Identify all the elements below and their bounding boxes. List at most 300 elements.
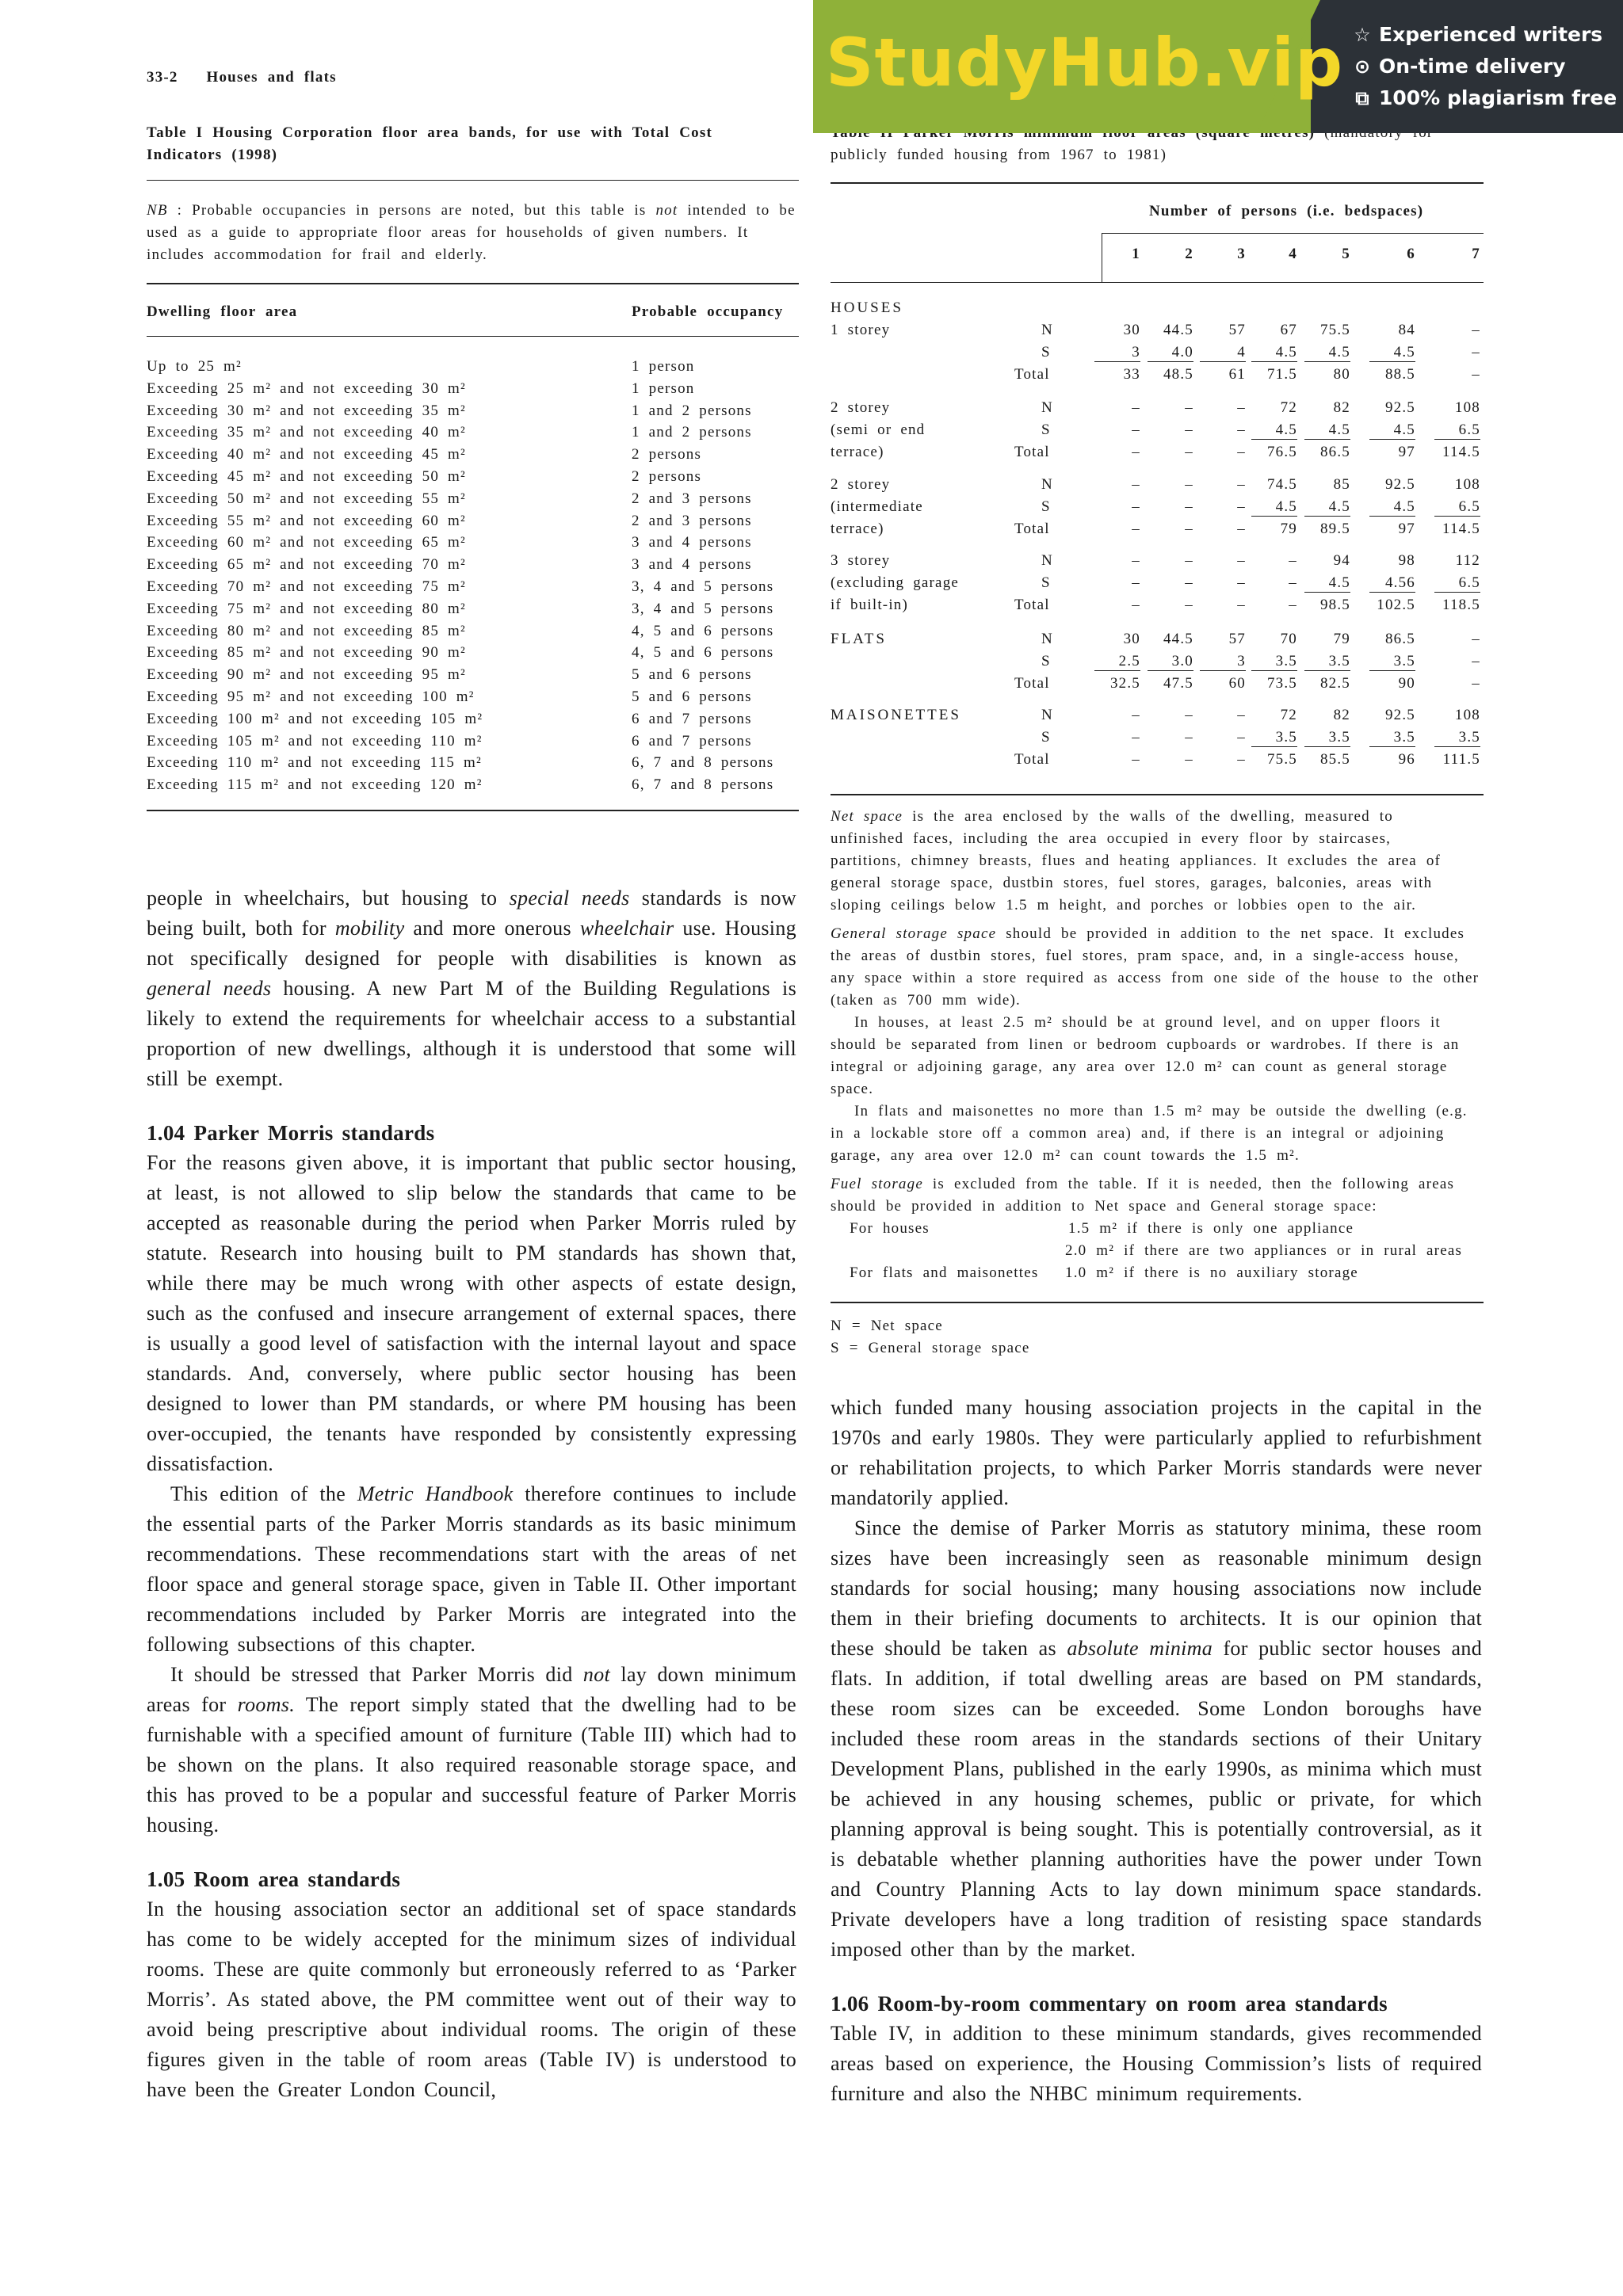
table2-value-cell: 44.5 — [1163, 322, 1193, 338]
table2-value-cell: – — [1237, 729, 1246, 746]
table2-group-label: FLATS — [831, 631, 887, 647]
table2-value-cell: 4.5 — [1251, 498, 1297, 517]
table2-value-cell: – — [1237, 399, 1246, 416]
table1-area-cell: Exceeding 80 m² and not exceeding 85 m² — [147, 622, 466, 639]
table1-area-cell: Up to 25 m² — [147, 358, 242, 375]
table1-area-cell: Exceeding 95 m² and not exceeding 100 m² — [147, 688, 475, 705]
table2-value-cell: – — [1132, 421, 1140, 438]
persons-col-header: 7 — [1472, 246, 1480, 262]
table2-value-cell: – — [1185, 476, 1193, 493]
table2-value-cell: 4.5 — [1251, 421, 1297, 440]
table2-value-cell: – — [1185, 552, 1193, 569]
table2-value-cell: 3 — [1200, 653, 1246, 671]
fuel-flats-v: 1.0 m² if there is no auxiliary storage — [1065, 1264, 1358, 1281]
table1-area-cell: Exceeding 90 m² and not exceeding 95 m² — [147, 666, 466, 684]
table2-value-cell: 76.5 — [1266, 444, 1297, 460]
table2-value-cell: 97 — [1398, 521, 1415, 537]
table2-value-cell: 73.5 — [1266, 675, 1297, 692]
table2-value-cell: 108 — [1454, 399, 1480, 416]
table2-value-cell: – — [1237, 498, 1246, 515]
net-space-term: Net space — [831, 808, 903, 825]
houses-line2: should be separated from linen or bedroom cupboards or wardrobes. If there is an — [831, 1036, 1460, 1053]
table2-top-rule — [831, 182, 1484, 184]
table2-value-cell: 85.5 — [1319, 751, 1350, 768]
table2-value-cell: 74.5 — [1266, 476, 1297, 493]
note-nb: NB — [147, 202, 168, 219]
table2-value-cell: 4.5 — [1369, 498, 1415, 517]
table2-row-kind: N — [1041, 322, 1053, 338]
right-paragraph-2: Since the demise of Parker Morris as statutory minima, these room sizes have been increasingly seen as reasonable minimum design standards for social housing; many housing associations now include them in their briefing documents to architects. It is our opinion that these should be taken as absolute minima for public sector houses and flats. In addition, if total dwelling areas are based on PM standards, these room sizes can be exceeded. Some London boroughs have included these room areas in the standards sections of their Unitary Development Plans, published in the early 1990s, as minima which must be achieved in any housing schemes, public or private, for which planning approval is being sought. This is potentially controversial, as it is debatable whether planning authorities have the power under Town and Country Planning Acts to lay down minimum space standards. Private developers have a long tradition of resisting space standards imposed other than by the market. — [831, 1516, 1483, 1961]
table2-group-label: 1 storey — [831, 322, 891, 338]
left-paragraph-4: It should be stressed that Parker Morris did not lay down minimum areas for rooms. The report simply stated that the dwelling had to be furnishable with a specified amount of furniture (Table III) which had to be shown on the plans. It also required reasonable storage space, and this has proved to be a popular and successful feature of Parker Morris housing. — [147, 1663, 796, 1836]
table1-area-cell: Exceeding 45 m² and not exceeding 50 m² — [147, 468, 466, 485]
table2-group-label: 3 storey — [831, 552, 891, 569]
table2-row-kind: Total — [1014, 597, 1050, 613]
table2-value-cell: – — [1472, 366, 1480, 383]
table2-row-kind: Total — [1014, 521, 1050, 537]
table2-value-cell: 33 — [1123, 366, 1140, 383]
table2-value-cell: 71.5 — [1266, 366, 1297, 383]
table1-row — [147, 688, 796, 710]
table1-occupancy-cell: 1 and 2 persons — [632, 424, 752, 441]
table2-col-group: Number of persons (i.e. bedspaces) — [1149, 203, 1424, 219]
table2-value-cell: 2.5 — [1094, 653, 1140, 671]
table2-value-cell: – — [1132, 729, 1140, 746]
table2-notes-rule — [831, 1302, 1484, 1303]
left-paragraph-5: In the housing association sector an additional set of space standards has come to be widely accepted for the minimum sizes of individual rooms. These are quite commonly but erroneously referred to as ‘Parker Morris’. As stated above, the PM committee went out of their way to avoid being prescriptive about individual rooms. The origin of these figures given in the table of room areas (Table IV) is understood to have been the Greater London Council, — [147, 1897, 796, 2101]
table2-group-label: HOUSES — [831, 299, 903, 316]
table2-value-cell: – — [1185, 444, 1193, 460]
table1-row — [147, 644, 796, 666]
table2-value-cell: 6.5 — [1434, 498, 1480, 517]
table1-row — [147, 513, 796, 534]
table1-row — [147, 601, 796, 622]
table2-value-cell: – — [1237, 552, 1246, 569]
general-storage-term: General storage space — [831, 925, 997, 942]
table2-value-cell: – — [1132, 751, 1140, 768]
table2-value-cell: 3.5 — [1369, 729, 1415, 747]
table1-title-line2: Indicators (1998) — [147, 147, 278, 163]
table2-value-cell: – — [1237, 751, 1246, 768]
table2-value-cell: 4.5 — [1304, 421, 1350, 440]
table1-row — [147, 468, 796, 490]
table2-value-cell: – — [1237, 444, 1246, 460]
table2-value-cell: – — [1237, 597, 1246, 613]
table1-occupancy-cell: 1 and 2 persons — [632, 402, 752, 419]
table2-value-cell: 4.5 — [1369, 344, 1415, 362]
table1-area-cell: Exceeding 105 m² and not exceeding 110 m² — [147, 732, 483, 749]
table2-value-cell: 30 — [1123, 322, 1140, 338]
gs-line1: should be provided in addition to the net space. It excludes — [1006, 925, 1465, 942]
table1-col-area: Dwelling floor area — [147, 303, 298, 320]
table2-value-cell: – — [1132, 399, 1140, 416]
table2-value-cell: – — [1472, 653, 1480, 669]
table1-occupancy-cell: 3 and 4 persons — [632, 534, 752, 551]
fuel-houses-label: For houses — [850, 1220, 930, 1237]
table2-value-cell: 98.5 — [1319, 597, 1350, 613]
table2-value-cell: – — [1472, 675, 1480, 692]
table2-value-cell: 92.5 — [1384, 399, 1415, 416]
table2-row-kind: Total — [1014, 751, 1050, 768]
table2-value-cell: – — [1289, 574, 1297, 591]
table2-value-cell: 82.5 — [1319, 675, 1350, 692]
table1-title — [147, 122, 804, 166]
table2-value-cell: 94 — [1333, 552, 1350, 569]
page-ref: 33-2 — [147, 69, 178, 86]
table1-row — [147, 380, 796, 402]
table1-occupancy-cell: 3, 4 and 5 persons — [632, 578, 774, 595]
table2-row-kind: N — [1041, 631, 1053, 647]
table2-value-cell: – — [1132, 597, 1140, 613]
table2-value-cell: – — [1237, 574, 1246, 591]
table2-value-cell: 92.5 — [1384, 707, 1415, 723]
table2-group-label: MAISONETTES — [831, 707, 961, 723]
table2-value-cell: 80 — [1333, 366, 1350, 383]
table2-value-cell: 79 — [1333, 631, 1350, 647]
table2-value-cell: 3.5 — [1304, 729, 1350, 747]
table2-value-cell: 3 — [1094, 344, 1140, 362]
table2-value-cell: 32.5 — [1109, 675, 1140, 692]
table2-value-cell: 4.5 — [1304, 498, 1350, 517]
table2-value-cell: 82 — [1333, 399, 1350, 416]
houses-line4: space. — [831, 1081, 874, 1097]
table1-row — [147, 666, 796, 688]
table2-group-label: (excluding garage — [831, 574, 960, 591]
table2-value-cell: 97 — [1398, 444, 1415, 460]
table2-header-rule — [831, 282, 1484, 283]
table2-value-cell: 4.5 — [1304, 574, 1350, 593]
table1-col-occupancy: Probable occupancy — [632, 303, 784, 320]
table2-value-cell: – — [1472, 631, 1480, 647]
table2-value-cell: 96 — [1398, 751, 1415, 768]
table2-row-kind: Total — [1014, 444, 1050, 460]
persons-col-header: 1 — [1132, 246, 1140, 262]
table1-row — [147, 534, 796, 555]
table2-group-label: 2 storey — [831, 476, 891, 493]
table2-value-cell: 75.5 — [1319, 322, 1350, 338]
gs-line4: (taken as 700 mm wide). — [831, 992, 1021, 1009]
table1-bottom-rule — [147, 810, 799, 811]
table2-value-cell: 44.5 — [1163, 631, 1193, 647]
table2-value-cell: – — [1185, 574, 1193, 591]
table2-value-cell: – — [1132, 574, 1140, 591]
table2-value-cell: 3.5 — [1304, 653, 1350, 671]
table2-value-cell: 85 — [1333, 476, 1350, 493]
fuel-houses-v2: 2.0 m² if there are two appliances or in rural areas — [1065, 1242, 1463, 1259]
table1-area-cell: Exceeding 65 m² and not exceeding 70 m² — [147, 556, 466, 574]
net-line3: partitions, chimney breasts, flues and heating appliances. It excludes the area of — [831, 852, 1442, 869]
table2-group-label: terrace) — [831, 444, 884, 460]
table1-row — [147, 578, 796, 600]
table2-value-cell: 4.5 — [1304, 344, 1350, 362]
fuel-line2: should be provided in addition to Net space and General storage space: — [831, 1198, 1377, 1215]
note-line1a: : Probable occupancies in persons are noted, but this table is — [177, 202, 647, 219]
table2-bottom-rule — [831, 794, 1484, 795]
table2-notes — [831, 806, 1488, 1284]
table2-value-cell: 111.5 — [1442, 751, 1480, 768]
table2-value-cell: – — [1289, 552, 1297, 569]
table2-value-cell: 114.5 — [1442, 444, 1480, 460]
table2-value-cell: 6.5 — [1434, 421, 1480, 440]
table1-sub-rule — [147, 336, 799, 337]
table1-area-cell: Exceeding 25 m² and not exceeding 30 m² — [147, 379, 466, 397]
fuel-flats-label: For flats and maisonettes — [850, 1264, 1039, 1281]
houses-line3: integral or adjoining garage, any area over 12.0 m² can count as general storage — [831, 1058, 1448, 1075]
table2-value-cell: 47.5 — [1163, 675, 1193, 692]
table1-note — [147, 200, 804, 266]
section-title: Houses and flats — [206, 69, 337, 86]
table2-value-cell: – — [1237, 521, 1246, 537]
table2-value-cell: – — [1132, 498, 1140, 515]
table2-group-label: terrace) — [831, 521, 884, 537]
page-header — [147, 67, 337, 89]
table2-value-cell: – — [1185, 707, 1193, 723]
right-column — [831, 1393, 1482, 2109]
table1-occupancy-cell: 5 and 6 persons — [632, 666, 752, 684]
table2-group-label: if built-in) — [831, 597, 909, 613]
table2-value-cell: 3.5 — [1434, 729, 1480, 747]
table1-occupancy-cell: 2 persons — [632, 446, 702, 463]
table1-area-cell: Exceeding 70 m² and not exceeding 75 m² — [147, 578, 466, 595]
table2-row-kind: S — [1041, 574, 1051, 591]
table2-group-rule — [1102, 233, 1484, 234]
persons-col-header: 4 — [1289, 246, 1297, 262]
table2-value-cell: – — [1185, 597, 1193, 613]
table2-value-cell: 4.5 — [1369, 421, 1415, 440]
note-line3: includes accommodation for frail and elderly. — [147, 246, 487, 263]
table2-value-cell: 72 — [1280, 399, 1297, 416]
table2-row-kind: S — [1041, 498, 1051, 515]
table2-value-cell: 61 — [1228, 366, 1246, 383]
table1-header-rule — [147, 283, 799, 284]
table2-row-kind: S — [1041, 653, 1051, 669]
table1-occupancy-cell: 2 and 3 persons — [632, 490, 752, 507]
table2-value-cell: 88.5 — [1384, 366, 1415, 383]
table2-group-label: 2 storey — [831, 399, 891, 416]
table1-row — [147, 490, 796, 512]
heading-1-06: 1.06 Room-by-room commentary on room area standards — [831, 1992, 1388, 2016]
table2-row-kind: N — [1041, 476, 1053, 493]
table1-occupancy-cell: 6, 7 and 8 persons — [632, 754, 774, 772]
net-line4: general storage space, dustbin stores, fuel stores, garages, balconies, areas with — [831, 875, 1433, 891]
table1-area-cell: Exceeding 85 m² and not exceeding 90 m² — [147, 644, 466, 662]
table2-value-cell: – — [1185, 751, 1193, 768]
table1-occupancy-cell: 2 and 3 persons — [632, 512, 752, 529]
table2-row-kind: S — [1041, 729, 1051, 746]
table2-value-cell: – — [1185, 498, 1193, 515]
table2-row-kind: Total — [1014, 675, 1050, 692]
banner-feature-2-label: On-time delivery — [1379, 55, 1566, 78]
left-paragraph-1: people in wheelchairs, but housing to special needs standards is now being built, both for mobility and more onerous wheelchair use. Housing not specifically designed for people with disabilities is known as general needs housing. A new Part M of the Building Regulations is likely to extend the requirements for wheelchair access to a substantial proportion of new dwellings, although it is understood that some will still be exempt. — [147, 887, 796, 1090]
table1-occupancy-cell: 1 person — [632, 358, 695, 375]
table2-value-cell: 57 — [1228, 322, 1246, 338]
table2-row-kind: Total — [1014, 366, 1050, 383]
table1-row — [147, 556, 796, 578]
table2-value-cell: 57 — [1228, 631, 1246, 647]
table2-group-label: (semi or end — [831, 421, 926, 438]
table2-value-cell: – — [1185, 521, 1193, 537]
table1-area-cell: Exceeding 40 m² and not exceeding 45 m² — [147, 446, 466, 463]
table2-value-cell: 3.5 — [1369, 653, 1415, 671]
table1-occupancy-cell: 3 and 4 persons — [632, 556, 752, 574]
table2-value-cell: 108 — [1454, 476, 1480, 493]
table2-value-cell: 114.5 — [1442, 521, 1480, 537]
table2-value-cell: 4 — [1200, 344, 1246, 362]
flats-line1: In flats and maisonettes no more than 1.5 m² may be outside the dwelling (e.g. — [854, 1103, 1468, 1119]
heading-1-04: 1.04 Parker Morris standards — [147, 1121, 435, 1145]
table1-occupancy-cell: 6 and 7 persons — [632, 710, 752, 727]
left-column — [147, 883, 796, 2105]
table2-value-cell: – — [1185, 729, 1193, 746]
table2-value-cell: – — [1472, 344, 1480, 360]
table2-value-cell: – — [1185, 421, 1193, 438]
table1-occupancy-cell: 6 and 7 persons — [632, 732, 752, 749]
persons-col-header: 6 — [1407, 246, 1415, 262]
table2-value-cell: 108 — [1454, 707, 1480, 723]
table2-value-cell: 86.5 — [1319, 444, 1350, 460]
persons-col-header: 2 — [1185, 246, 1193, 262]
table2-row-kind: S — [1041, 421, 1051, 438]
table2-value-cell: 3.5 — [1251, 653, 1297, 671]
table2-row-kind: N — [1041, 552, 1053, 569]
table1-area-cell: Exceeding 30 m² and not exceeding 35 m² — [147, 402, 466, 419]
table2-value-cell: 30 — [1123, 631, 1140, 647]
table1-area-cell: Exceeding 75 m² and not exceeding 80 m² — [147, 600, 466, 617]
table2-value-cell: 112 — [1455, 552, 1480, 569]
table1-row — [147, 711, 796, 732]
banner-logo[interactable]: StudyHub.vip — [826, 24, 1344, 101]
table1-row — [147, 402, 796, 424]
table2-title-line2: publicly funded housing from 1967 to 1981) — [831, 147, 1167, 163]
key-s: S = General storage space — [831, 1340, 1030, 1356]
table2-value-cell: – — [1132, 476, 1140, 493]
table1-area-cell: Exceeding 35 m² and not exceeding 40 m² — [147, 424, 466, 441]
table2-value-cell: 102.5 — [1377, 597, 1415, 613]
table2-value-cell: 75.5 — [1266, 751, 1297, 768]
table1-row — [147, 754, 796, 776]
table2-value-cell: 90 — [1398, 675, 1415, 692]
table1-row — [147, 424, 796, 445]
net-line1: is the area enclosed by the walls of the dwelling, measured to — [912, 808, 1393, 825]
table2-key — [831, 1315, 1029, 1360]
table2-value-cell: – — [1289, 597, 1297, 613]
gs-line3: any space within a store required as access from one side of the house to the other — [831, 970, 1480, 986]
net-line2: unfinished faces, including the area occupied in every floor by staircases, — [831, 830, 1392, 847]
table2-value-cell: 3.5 — [1251, 729, 1297, 747]
table2-value-cell: 92.5 — [1384, 476, 1415, 493]
houses-line1: In houses, at least 2.5 m² should be at ground level, and on upper floors it — [854, 1014, 1441, 1031]
table1-occupancy-cell: 6, 7 and 8 persons — [632, 776, 774, 794]
fuel-storage-term: Fuel storage — [831, 1176, 923, 1192]
table2-value-cell: 89.5 — [1319, 521, 1350, 537]
flats-line2: in a lockable store off a common area) and, if there is an integral or adjoining — [831, 1125, 1445, 1142]
table1-occupancy-cell: 1 person — [632, 379, 695, 397]
table1-area-cell: Exceeding 50 m² and not exceeding 55 m² — [147, 490, 466, 507]
table2-value-cell: 118.5 — [1442, 597, 1480, 613]
table2-value-cell: – — [1132, 444, 1140, 460]
table2-value-cell: 6.5 — [1434, 574, 1480, 593]
table1-title-line1: Table I Housing Corporation floor area bands, for use with Total Cost — [147, 124, 712, 141]
table2-value-cell: 4.5 — [1251, 344, 1297, 362]
banner-feature-3-label: 100% plagiarism free — [1379, 86, 1617, 109]
star-icon: ☆ — [1354, 24, 1371, 46]
table1-row — [147, 733, 796, 754]
table1-area-cell: Exceeding 115 m² and not exceeding 120 m² — [147, 776, 483, 794]
table2-value-cell: 70 — [1280, 631, 1297, 647]
table1-row — [147, 623, 796, 644]
table2-value-cell: – — [1132, 521, 1140, 537]
heading-1-05: 1.05 Room area standards — [147, 1867, 401, 1891]
banner-feature-3 — [1352, 82, 1617, 114]
table2-value-cell: 79 — [1280, 521, 1297, 537]
note-line2: used as a guide to appropriate floor areas for households of given numbers. It — [147, 224, 749, 241]
banner-feature-1 — [1352, 19, 1617, 51]
table2-value-cell: – — [1132, 552, 1140, 569]
fuel-houses-v1: 1.5 m² if there is only one appliance — [1068, 1220, 1354, 1237]
key-n: N = Net space — [831, 1318, 943, 1334]
table2-value-cell: – — [1237, 707, 1246, 723]
note-line1b: intended to be — [687, 202, 796, 219]
table2-value-cell: 84 — [1398, 322, 1415, 338]
table1-occupancy-cell: 2 persons — [632, 468, 702, 485]
table2-value-cell: – — [1472, 322, 1480, 338]
table2-value-cell: 98 — [1398, 552, 1415, 569]
table1-occupancy-cell: 4, 5 and 6 persons — [632, 644, 774, 662]
persons-col-header: 5 — [1342, 246, 1350, 262]
table2-value-cell: 82 — [1333, 707, 1350, 723]
table2-value-cell: – — [1237, 476, 1246, 493]
clock-icon: ⊙ — [1354, 55, 1371, 78]
studyhub-banner[interactable] — [813, 0, 1623, 133]
table1-occupancy-cell: 3, 4 and 5 persons — [632, 600, 774, 617]
table2-value-cell: 4.0 — [1148, 344, 1193, 362]
table2-value-cell: 3.0 — [1148, 653, 1193, 671]
table2-value-cell: 4.56 — [1369, 574, 1415, 593]
table2-value-cell: 86.5 — [1384, 631, 1415, 647]
table2-value-cell: 60 — [1228, 675, 1246, 692]
banner-feature-1-label: Experienced writers — [1379, 23, 1603, 46]
table2-value-cell: 72 — [1280, 707, 1297, 723]
table2-row-kind: N — [1041, 399, 1053, 416]
left-paragraph-2: For the reasons given above, it is important that public sector housing, at least, is not allowed to slip below the standards that came to be accepted as reasonable during the period when Parker Morris ruled by statute. Research into housing built to PM standards has shown that, while there may be much wrong with other aspects of estate design, such as the confused and insecure arrangement of external spaces, there is usually a good level of satisfaction with the internal layout and space standards. And, conversely, where public sector housing has been designed to lower than PM standards, or where PM housing has been over-occupied, the tenants have responded by consistently expressing dissatisfaction. — [147, 1151, 796, 1475]
table1-top-rule — [147, 180, 799, 181]
copy-icon: ⧉ — [1355, 87, 1369, 109]
right-paragraph-1: which funded many housing association projects in the capital in the 1970s and early 1980s. They were particularly applied to refurbishment or rehabilitation projects, to which Parker Morris standards were never mandatorily applied. — [831, 1396, 1482, 1509]
table2-value-cell: – — [1185, 399, 1193, 416]
table2-row-kind: N — [1041, 707, 1053, 723]
fuel-line1: is excluded from the table. If it is needed, then the following areas — [932, 1176, 1455, 1192]
right-paragraph-3: Table IV, in addition to these minimum standards, gives recommended areas based on experience, the Housing Commission’s lists of required furniture and also the NHBC minimum requirements. — [831, 2022, 1482, 2105]
table1-row — [147, 446, 796, 467]
table1-occupancy-cell: 5 and 6 persons — [632, 688, 752, 705]
table2-value-cell: – — [1132, 707, 1140, 723]
table2-value-cell: – — [1237, 421, 1246, 438]
net-line5: sloping ceilings below 1.5 m height, and porches or lobbies open to the air. — [831, 897, 1417, 913]
table1-area-cell: Exceeding 110 m² and not exceeding 115 m² — [147, 754, 482, 772]
banner-features — [1352, 19, 1617, 114]
table1-occupancy-cell: 4, 5 and 6 persons — [632, 622, 774, 639]
table1-row — [147, 776, 796, 798]
table2-value-cell: 48.5 — [1163, 366, 1193, 383]
table1-row — [147, 358, 796, 379]
banner-feature-2 — [1352, 51, 1617, 82]
table2-value-cell: 67 — [1280, 322, 1297, 338]
table1-area-cell: Exceeding 55 m² and not exceeding 60 m² — [147, 512, 466, 529]
gs-line2: the areas of dustbin stores, fuel stores, pram space, and, in a single-access house, — [831, 948, 1459, 964]
persons-col-header: 3 — [1237, 246, 1246, 262]
note-not: not — [655, 202, 678, 219]
table1-area-cell: Exceeding 100 m² and not exceeding 105 m² — [147, 710, 483, 727]
